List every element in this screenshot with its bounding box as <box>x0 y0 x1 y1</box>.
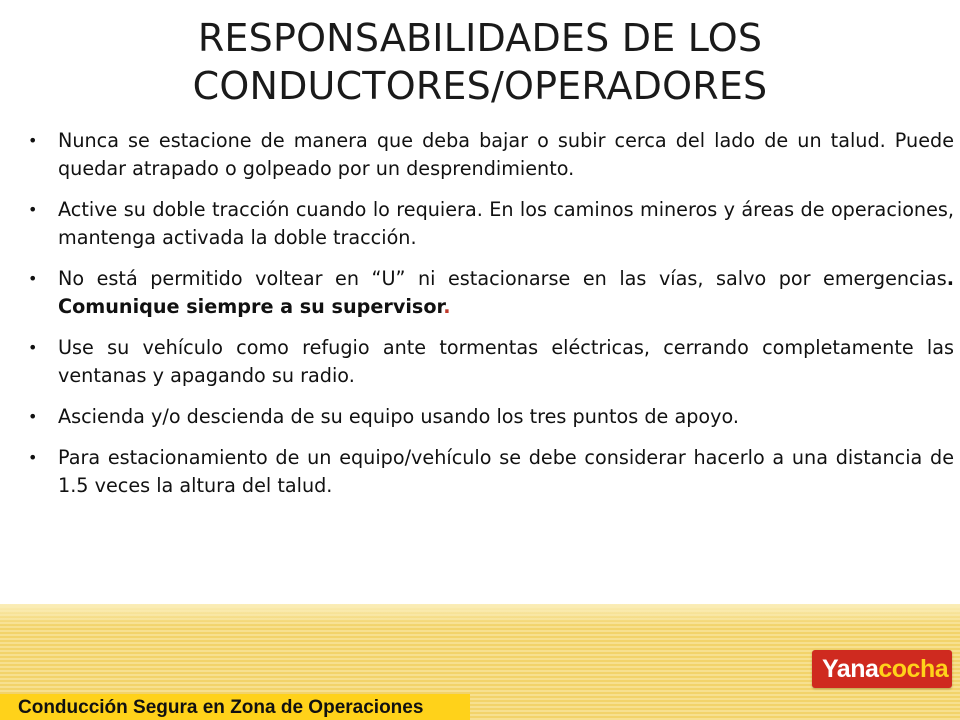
yanacocha-logo <box>812 650 952 688</box>
bullet-marker: • <box>28 269 38 288</box>
bullet-emphasis: . Comunique siempre a su supervisor <box>58 267 954 318</box>
bullet-item-3 <box>22 265 954 321</box>
logo-wordmark <box>822 655 948 683</box>
bullet-marker: • <box>28 131 38 150</box>
bullet-marker: • <box>28 407 38 426</box>
bullet-list <box>22 127 954 513</box>
bullet-end-mark: . <box>443 295 451 318</box>
slide-title <box>60 14 900 110</box>
logo-part-2: cocha <box>878 655 949 683</box>
title-line-1: RESPONSABILIDADES DE LOS <box>197 16 763 60</box>
bullet-marker: • <box>28 448 38 467</box>
bullet-item-4 <box>22 334 954 390</box>
title-line-2: CONDUCTORES/OPERADORES <box>192 64 768 108</box>
bullet-item-6 <box>22 444 954 500</box>
bullet-text: Para estacionamiento de un equipo/vehículo se debe considerar hacerlo a una distancia de 1.5 veces la altura del talud. <box>58 446 954 497</box>
bullet-item-1 <box>22 127 954 183</box>
bullet-text: No está permitido voltear en “U” ni estacionarse en las vías, salvo por emergencias <box>58 267 947 290</box>
logo-part-1: Yana <box>822 655 879 683</box>
bullet-text: Ascienda y/o descienda de su equipo usando los tres puntos de apoyo. <box>58 405 739 428</box>
bullet-marker: • <box>28 200 38 219</box>
bullet-marker: • <box>28 338 38 357</box>
footer-text: Conducción Segura en Zona de Operaciones <box>18 697 424 718</box>
bullet-text: Active su doble tracción cuando lo requiera. En los caminos mineros y áreas de operaciones, mantenga activada la doble tracción. <box>58 198 954 249</box>
bullet-text: Nunca se estacione de manera que deba bajar o subir cerca del lado de un talud. Puede quedar atrapado o golpeado por un desprendimiento. <box>58 129 954 180</box>
bullet-item-2 <box>22 196 954 252</box>
footer-fade <box>0 604 960 626</box>
bullet-item-5 <box>22 403 954 431</box>
bullet-text: Use su vehículo como refugio ante tormentas eléctricas, cerrando completamente las ventanas y apagando su radio. <box>58 336 954 387</box>
